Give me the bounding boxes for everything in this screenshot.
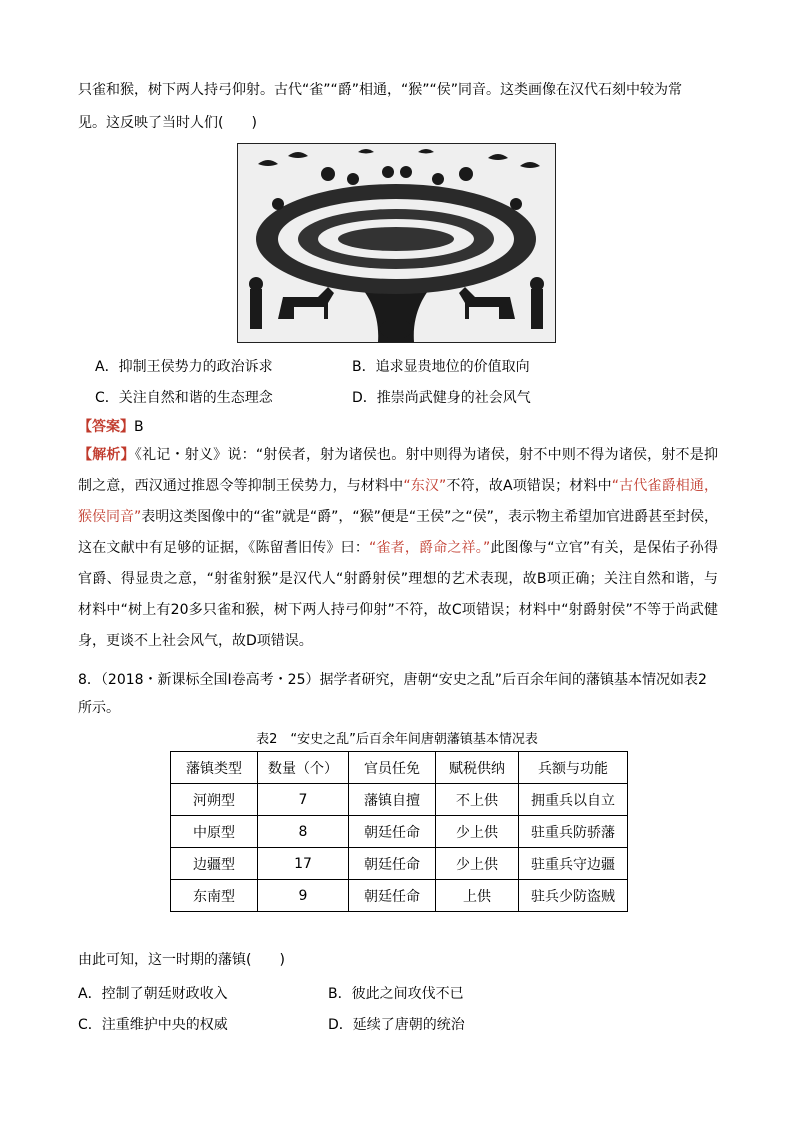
- analysis-text-2: 不符，故A项错误；材料中: [446, 478, 612, 494]
- table-cell: 藩镇自擅: [349, 784, 436, 816]
- answer-label: 【答案】: [78, 419, 134, 435]
- q8-question: 由此可知，这一时期的藩镇( ): [78, 952, 285, 968]
- table-cell: 17: [258, 848, 349, 880]
- table-cell: 朝廷任命: [349, 816, 436, 848]
- table-header-cell: 藩镇类型: [171, 752, 258, 784]
- analysis-quote-1: “东汉”: [403, 478, 447, 494]
- analysis-text-3: 表明这类图像中的“雀”就是“爵”，“猴”便是“王侯”之“侯”，表示物主希望加官进爵甚至封侯，这在文献中有足够的证据，《陈留耆旧传》曰：: [78, 509, 718, 556]
- analysis-quote-3: “雀者，爵命之祥。”: [369, 540, 491, 556]
- table-row: [171, 848, 628, 880]
- table-header-row: [171, 752, 628, 784]
- q8-stem-line1: 8．（2018・新课标全国Ⅰ卷高考・25）据学者研究，唐朝“安史之乱”后百余年间的藩镇基本情况如表2: [78, 672, 707, 688]
- q7-answer: [78, 417, 144, 437]
- table-cell: 朝廷任命: [349, 880, 436, 912]
- table-cell: 不上供: [436, 784, 519, 816]
- q7-analysis: [78, 440, 718, 657]
- table-header-cell: 兵额与功能: [519, 752, 628, 784]
- table-cell: 少上供: [436, 816, 519, 848]
- table-cell: 拥重兵以自立: [519, 784, 628, 816]
- table-cell: 驻重兵守边疆: [519, 848, 628, 880]
- q7-option-b: B．追求显贵地位的价值取向: [352, 359, 530, 375]
- q7-stem-line2: 见。这反映了当时人们( ): [78, 115, 257, 131]
- analysis-text-1: 《礼记・射义》说：“射侯者，射为诸侯也。射中则得为诸侯，射不中则不得为诸侯，射不是抑制之意，西汉通过推恩令等抑制王侯势力，与材料中: [78, 447, 718, 494]
- table-cell: 边疆型: [171, 848, 258, 880]
- answer-value: B: [134, 419, 144, 435]
- q8-option-b: B．彼此之间攻伐不已: [328, 986, 464, 1002]
- table-cell: 少上供: [436, 848, 519, 880]
- analysis-quote-2: “古代雀爵相通，猴侯同音”: [78, 478, 718, 525]
- q7-option-a: A．抑制王侯势力的政治诉求: [95, 359, 273, 375]
- table-row: [171, 816, 628, 848]
- table-cell: 朝廷任命: [349, 848, 436, 880]
- q8-option-c: C．注重维护中央的权威: [78, 1017, 228, 1033]
- table-cell: 驻重兵防骄藩: [519, 816, 628, 848]
- table-caption: 表2 “安史之乱”后百余年间唐朝藩镇基本情况表: [256, 732, 538, 747]
- analysis-text-4: 此图像与“立官”有关，是保佑子孙得官爵、得显贵之意，“射雀射猴”是汉代人“射爵射侯”理想的艺术表现，故B项正确；关注自然和谐，与材料中“树上有20多只雀和猴，树下两人持弓仰射”不符，故C项错误；材料中“射爵射侯”不等于尚武健身，更谈不上社会风气，故D项错误。: [78, 540, 718, 649]
- q7-option-d: D．推崇尚武健身的社会风气: [352, 390, 531, 406]
- table-cell: 河朔型: [171, 784, 258, 816]
- table-header-cell: 官员任免: [349, 752, 436, 784]
- han-stone-relief-image: [237, 143, 556, 343]
- q7-stem-line1: 只雀和猴，树下两人持弓仰射。古代“雀”“爵”相通，“猴”“侯”同音。这类画像在汉代石刻中较为常: [78, 82, 683, 98]
- table-cell: 上供: [436, 880, 519, 912]
- table-cell: 东南型: [171, 880, 258, 912]
- table-cell: 中原型: [171, 816, 258, 848]
- table-header-cell: 数量（个）: [258, 752, 349, 784]
- table-header-cell: 赋税供纳: [436, 752, 519, 784]
- table-cell: 7: [258, 784, 349, 816]
- q8-stem-line2: 所示。: [78, 700, 120, 716]
- table-cell: 驻兵少防盗贼: [519, 880, 628, 912]
- analysis-label: 【解析】: [78, 447, 135, 463]
- table-row: [171, 784, 628, 816]
- q8-option-a: A．控制了朝廷财政收入: [78, 986, 228, 1002]
- table-cell: 8: [258, 816, 349, 848]
- q8-option-d: D．延续了唐朝的统治: [328, 1017, 465, 1033]
- table-cell: 9: [258, 880, 349, 912]
- table-row: [171, 880, 628, 912]
- q7-option-c: C．关注自然和谐的生态理念: [95, 390, 273, 406]
- fanzhen-table: [170, 751, 628, 912]
